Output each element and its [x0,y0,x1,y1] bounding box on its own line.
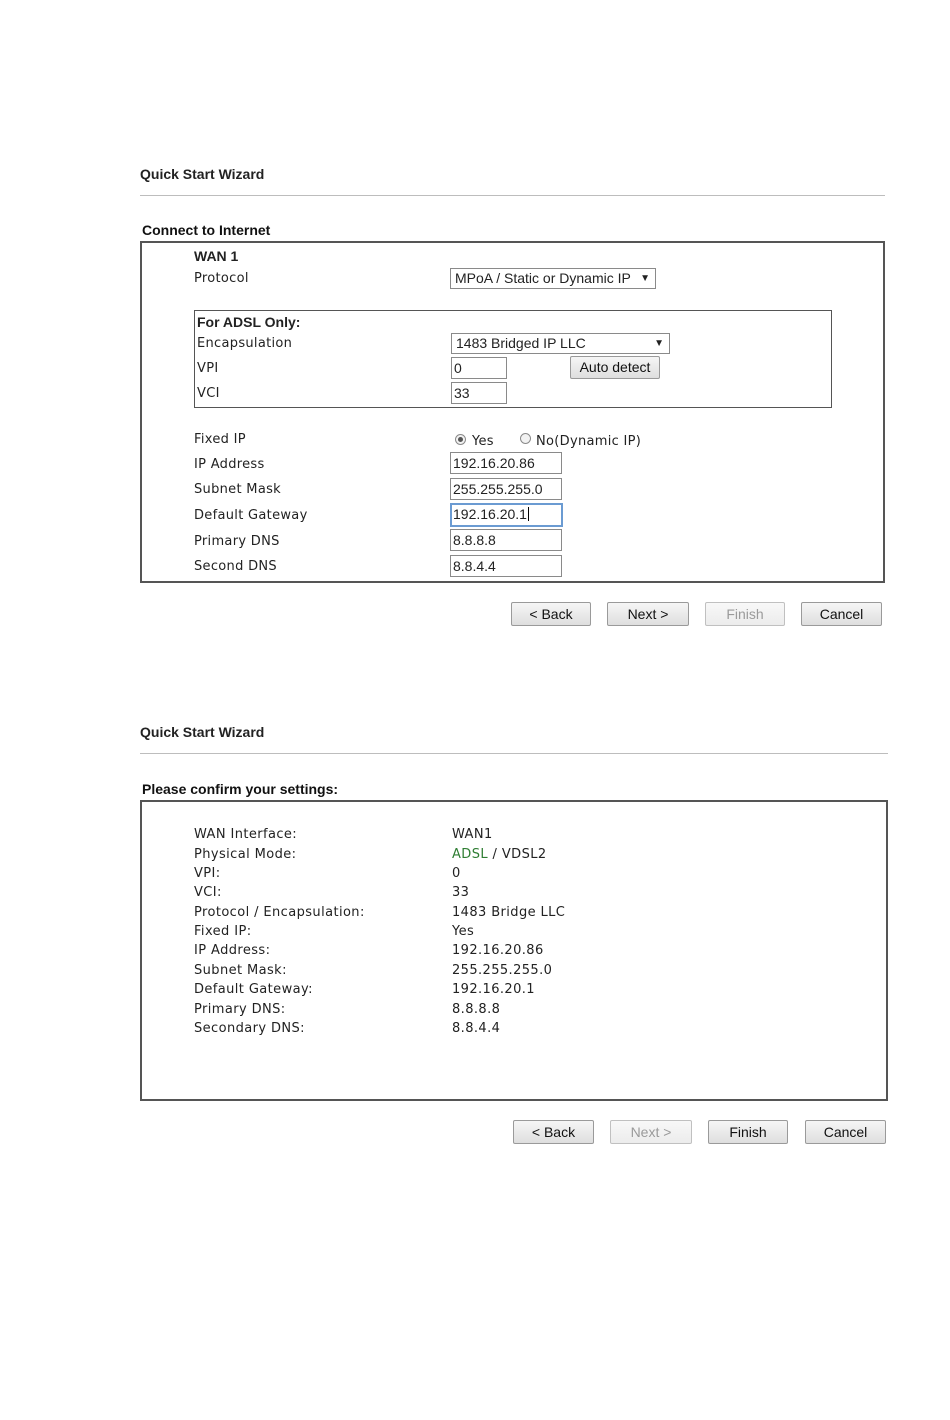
text-caret [528,507,529,521]
physical-mode-other: VDSL2 [501,847,547,862]
protocol-label: Protocol [194,271,249,286]
dns2-label: Second DNS [194,559,277,574]
dns2-input[interactable]: 8.8.4.4 [450,555,562,577]
physical-mode-active: ADSL [452,847,488,862]
ip-label: IP Address [194,457,265,472]
summary-label: VCI: [194,885,222,900]
wizard-title: Quick Start Wizard [140,166,265,182]
protocol-value: MPoA / Static or Dynamic IP [455,270,631,286]
connect-panel [140,241,885,583]
physical-mode-separator: / [488,847,502,862]
summary-value: 255.255.255.0 [452,963,553,978]
summary-label: Default Gateway: [194,982,313,997]
summary-label: Physical Mode: [194,847,297,862]
summary-label: VPI: [194,866,221,881]
summary-value: 8.8.8.8 [452,1002,501,1017]
summary-value: 192.16.20.86 [452,943,544,958]
vpi-label: VPI [197,361,219,376]
wizard-title: Quick Start Wizard [140,724,265,740]
summary-label: WAN Interface: [194,827,298,842]
summary-value: 8.8.4.4 [452,1021,501,1036]
section-title: Please confirm your settings: [142,781,339,797]
vci-label: VCI [197,386,220,401]
encapsulation-select[interactable] [451,333,670,354]
mask-input[interactable]: 255.255.255.0 [450,478,562,500]
gateway-value: 192.16.20.1 [453,506,527,522]
cancel-button[interactable]: Cancel [801,602,882,626]
dns1-label: Primary DNS [194,534,280,549]
encapsulation-label: Encapsulation [197,336,293,351]
summary-label: Primary DNS: [194,1002,286,1017]
fixed-ip-yes-radio[interactable] [455,434,466,445]
summary-value: 192.16.20.1 [452,982,535,997]
adsl-heading: For ADSL Only: [197,314,301,330]
protocol-select[interactable] [450,268,656,289]
confirm-panel [140,800,888,1101]
summary-value: WAN1 [452,827,493,842]
auto-detect-button[interactable]: Auto detect [570,356,660,379]
summary-value: Yes [452,924,475,939]
cancel-button[interactable]: Cancel [805,1120,886,1144]
fixed-ip-no-label: No(Dynamic IP) [536,434,642,449]
summary-label: Subnet Mask: [194,963,287,978]
fixed-ip-group [455,433,795,451]
gateway-label: Default Gateway [194,508,308,523]
divider [140,195,885,196]
back-button[interactable]: < Back [513,1120,594,1144]
vci-input[interactable]: 33 [451,382,507,404]
chevron-down-icon: ▼ [654,338,664,349]
summary-value: 0 [452,866,461,881]
finish-button: Finish [705,602,785,626]
finish-button[interactable]: Finish [708,1120,788,1144]
summary-label: Secondary DNS: [194,1021,305,1036]
section-title: Connect to Internet [142,222,271,238]
next-button[interactable]: Next > [607,602,689,626]
divider [140,753,888,754]
summary-value: 1483 Bridge LLC [452,905,566,920]
next-button: Next > [610,1120,692,1144]
summary-label: Fixed IP: [194,924,252,939]
vpi-input[interactable]: 0 [451,357,507,379]
encapsulation-value: 1483 Bridged IP LLC [456,335,586,351]
gateway-input[interactable] [450,503,563,527]
fixed-ip-yes-label: Yes [472,434,494,449]
dns1-input[interactable]: 8.8.8.8 [450,529,562,551]
fixed-ip-label: Fixed IP [194,432,246,447]
chevron-down-icon: ▼ [640,273,650,284]
back-button[interactable]: < Back [511,602,591,626]
summary-value: 33 [452,885,470,900]
summary-label: Protocol / Encapsulation: [194,905,365,920]
ip-input[interactable]: 192.16.20.86 [450,452,562,474]
adsl-box [194,310,832,408]
summary-label: IP Address: [194,943,271,958]
wan-label: WAN 1 [194,248,239,264]
physical-mode-value [452,847,547,862]
fixed-ip-no-radio[interactable] [520,433,531,444]
mask-label: Subnet Mask [194,482,281,497]
